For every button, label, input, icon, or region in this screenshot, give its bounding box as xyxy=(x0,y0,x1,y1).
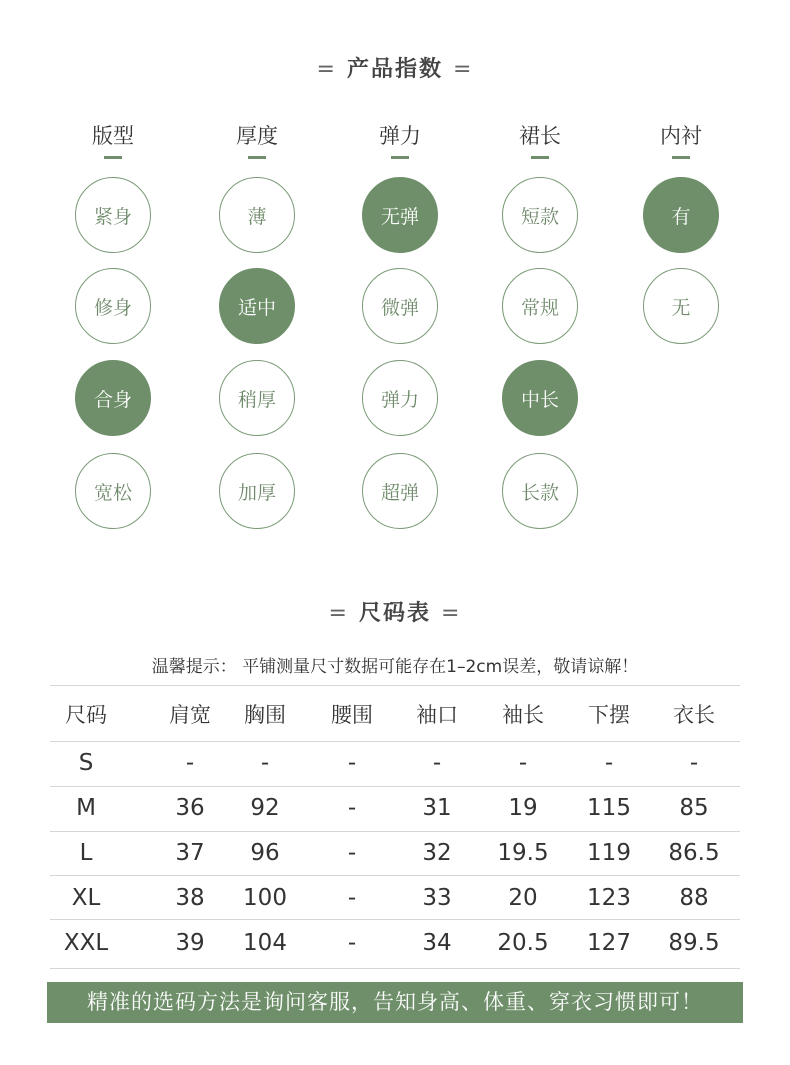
index-column-heading: 裙长 xyxy=(519,124,561,148)
table-cell: 36 xyxy=(175,795,205,821)
table-cell: - xyxy=(185,750,195,776)
table-cell: 89.5 xyxy=(668,930,720,956)
table-cell: 119 xyxy=(587,840,631,866)
table-cell: 37 xyxy=(175,840,205,866)
table-header-cell: 腰围 xyxy=(331,703,373,727)
index-column-heading: 厚度 xyxy=(236,124,278,148)
table-rule xyxy=(50,786,740,787)
index-option: 超弹 xyxy=(362,453,438,529)
table-cell: 34 xyxy=(422,930,452,956)
index-option: 微弹 xyxy=(362,268,438,344)
index-option-selected: 中长 xyxy=(502,360,578,436)
table-cell: 19.5 xyxy=(497,840,549,866)
table-rule xyxy=(50,685,740,686)
title-deco-left: = xyxy=(316,57,337,82)
index-option: 修身 xyxy=(75,268,151,344)
table-header-cell: 衣长 xyxy=(673,703,715,727)
table-cell: 19 xyxy=(508,795,538,821)
column-heading-underline xyxy=(531,156,549,159)
title-deco-right: = xyxy=(453,57,474,82)
table-cell: 85 xyxy=(679,795,709,821)
table-header-cell: 胸围 xyxy=(244,703,286,727)
table-cell: S xyxy=(78,750,94,776)
table-cell: L xyxy=(79,840,93,866)
index-option: 长款 xyxy=(502,453,578,529)
table-cell: XXL xyxy=(63,930,109,956)
table-cell: 104 xyxy=(243,930,287,956)
table-cell: 115 xyxy=(587,795,631,821)
table-cell: 92 xyxy=(250,795,280,821)
table-cell: 20 xyxy=(508,885,538,911)
index-column-heading: 版型 xyxy=(92,124,134,148)
table-cell: 88 xyxy=(679,885,709,911)
table-header-cell: 袖口 xyxy=(416,703,458,727)
index-option: 常规 xyxy=(502,268,578,344)
table-header-cell: 尺码 xyxy=(65,703,107,727)
index-option-selected: 适中 xyxy=(219,268,295,344)
column-heading-underline xyxy=(391,156,409,159)
index-option-selected: 有 xyxy=(643,177,719,253)
index-option-selected: 合身 xyxy=(75,360,151,436)
measurement-tip: 温馨提示： 平铺测量尺寸数据可能存在1–2cm误差，敬请谅解！ xyxy=(151,657,639,677)
index-option: 加厚 xyxy=(219,453,295,529)
column-heading-underline xyxy=(104,156,122,159)
table-header-cell: 肩宽 xyxy=(169,703,211,727)
table-cell: - xyxy=(432,750,442,776)
index-option: 紧身 xyxy=(75,177,151,253)
product-index-title xyxy=(0,52,790,83)
table-rule xyxy=(50,741,740,742)
table-cell: - xyxy=(689,750,699,776)
column-heading-underline xyxy=(248,156,266,159)
table-cell: - xyxy=(347,930,357,956)
table-cell: - xyxy=(518,750,528,776)
size-table-title xyxy=(0,596,790,627)
table-rule xyxy=(50,875,740,876)
table-cell: - xyxy=(347,795,357,821)
table-cell: 86.5 xyxy=(668,840,720,866)
table-cell: 123 xyxy=(587,885,631,911)
index-option: 短款 xyxy=(502,177,578,253)
table-header-cell: 袖长 xyxy=(502,703,544,727)
table-cell: 38 xyxy=(175,885,205,911)
index-option-selected: 无弹 xyxy=(362,177,438,253)
product-index-title-text: 产品指数 xyxy=(346,57,443,82)
title-deco-left: = xyxy=(328,601,349,626)
table-rule xyxy=(50,831,740,832)
index-option: 宽松 xyxy=(75,453,151,529)
index-option: 薄 xyxy=(219,177,295,253)
table-cell: 100 xyxy=(243,885,287,911)
table-cell: - xyxy=(347,750,357,776)
title-deco-right: = xyxy=(441,601,462,626)
column-heading-underline xyxy=(672,156,690,159)
table-header-cell: 下摆 xyxy=(588,703,630,727)
index-column-heading: 内衬 xyxy=(660,124,702,148)
table-cell: 20.5 xyxy=(497,930,549,956)
table-cell: 127 xyxy=(587,930,631,956)
table-rule xyxy=(50,968,740,969)
index-option: 无 xyxy=(643,268,719,344)
table-cell: - xyxy=(260,750,270,776)
table-rule xyxy=(50,919,740,920)
table-cell: 33 xyxy=(422,885,452,911)
table-cell: XL xyxy=(71,885,101,911)
size-table-title-text: 尺码表 xyxy=(358,601,431,626)
table-cell: - xyxy=(347,840,357,866)
table-cell: M xyxy=(76,795,96,821)
size-advice-banner: 精准的选码方法是询问客服，告知身高、体重、穿衣习惯即可！ xyxy=(47,982,743,1023)
index-option: 稍厚 xyxy=(219,360,295,436)
table-cell: - xyxy=(604,750,614,776)
table-cell: - xyxy=(347,885,357,911)
table-cell: 96 xyxy=(250,840,280,866)
index-column-heading: 弹力 xyxy=(379,124,421,148)
table-cell: 31 xyxy=(422,795,452,821)
index-option: 弹力 xyxy=(362,360,438,436)
table-cell: 39 xyxy=(175,930,205,956)
table-cell: 32 xyxy=(422,840,452,866)
